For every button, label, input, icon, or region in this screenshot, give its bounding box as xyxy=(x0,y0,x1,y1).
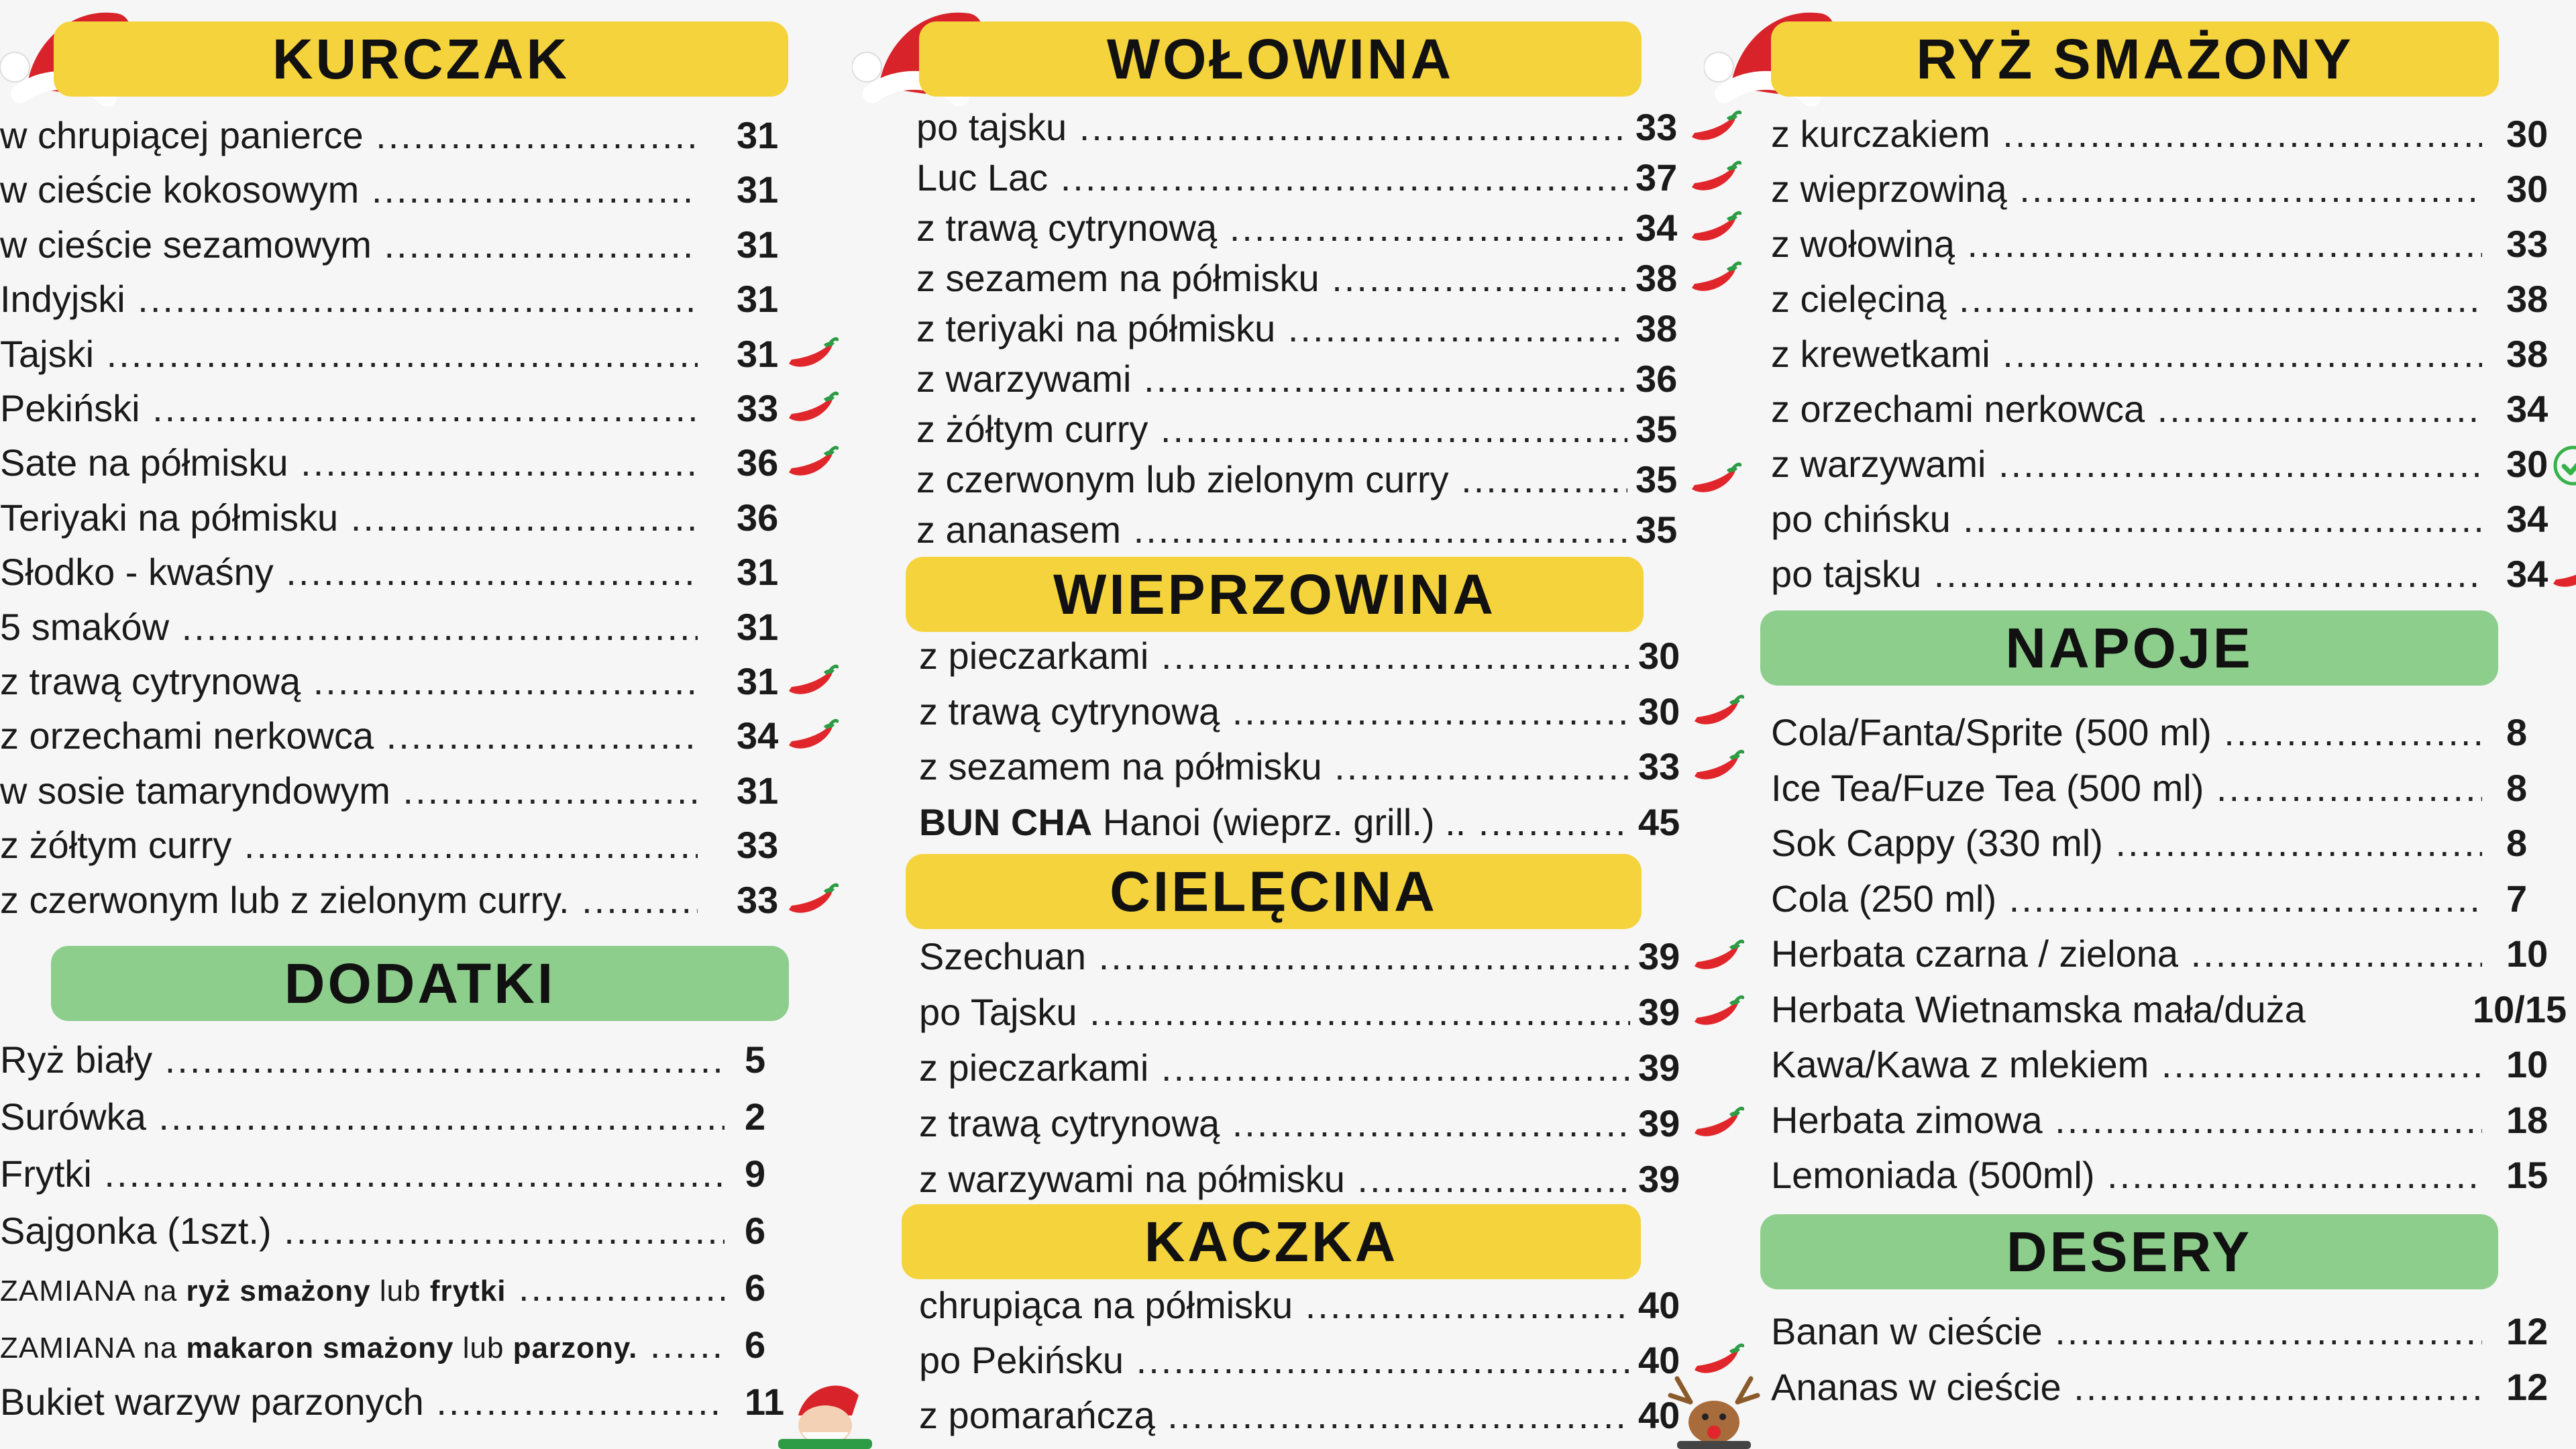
menu-item-price: 8 xyxy=(2506,766,2528,809)
menu-item-name xyxy=(0,1318,724,1372)
menu-item-name xyxy=(916,453,1627,506)
menu-item-label: z sezamem na półmisku xyxy=(919,745,1322,788)
menu-item-price: 31 xyxy=(737,605,779,648)
menu-item xyxy=(1771,1038,2576,1091)
menu-item-name xyxy=(0,382,698,435)
menu-item xyxy=(916,302,1701,356)
menu-item-name xyxy=(0,1375,724,1429)
menu-item-label: z trawą cytrynową xyxy=(919,690,1220,733)
menu-item-label: Teriyaki na półmisku xyxy=(0,496,339,539)
menu-item xyxy=(0,491,839,545)
menu-item-label: Tajski xyxy=(0,332,95,375)
menu-item xyxy=(1771,1093,2576,1147)
menu-item xyxy=(1771,706,2576,759)
menu-item-price: 31 xyxy=(737,223,779,266)
menu-item-price: 34 xyxy=(2506,553,2548,595)
menu-item-label: Herbata Wietnamska mała/duża xyxy=(1771,987,2306,1030)
menu-item-label: z kurczakiem xyxy=(1771,113,1990,155)
menu-item-price: 2 xyxy=(745,1095,766,1138)
menu-item-price: 35 xyxy=(1635,408,1678,450)
menu-item-name xyxy=(1771,382,2482,436)
menu-item-name xyxy=(1771,983,2482,1036)
menu-item-price: 34 xyxy=(737,714,779,757)
menu-item-name xyxy=(0,655,698,708)
menu-item xyxy=(1771,492,2576,546)
menu-item-name xyxy=(0,1204,724,1258)
section-header-wolowina: WOŁOWINA xyxy=(919,21,1642,97)
menu-item-name xyxy=(916,252,1627,305)
chili-pepper-icon xyxy=(1688,160,1741,195)
menu-item-name xyxy=(919,1279,1630,1332)
menu-item-name xyxy=(1771,872,2482,926)
menu-item-price: 39 xyxy=(1638,935,1680,977)
menu-item-price: 38 xyxy=(1635,257,1678,299)
menu-item-price: 31 xyxy=(737,551,779,594)
menu-item-name xyxy=(1771,547,2482,601)
menu-item-label: z trawą cytrynową xyxy=(0,660,301,702)
menu-item-price: 34 xyxy=(2506,498,2548,540)
menu-item-name xyxy=(916,151,1627,205)
menu-item-label: Frytki xyxy=(0,1152,92,1195)
menu-item-name xyxy=(0,218,698,272)
menu-item-name xyxy=(919,1334,1630,1387)
menu-item xyxy=(0,1318,839,1372)
section-header-ryz-smazony: RYŻ SMAŻONY xyxy=(1771,21,2499,97)
menu-item-name xyxy=(916,352,1627,406)
menu-item xyxy=(919,1389,1701,1442)
menu-item xyxy=(0,1261,839,1315)
menu-item-label: Szechuan xyxy=(919,935,1087,977)
menu-item-price: 10 xyxy=(2506,1043,2548,1085)
menu-item-label: z pieczarkami xyxy=(919,635,1149,677)
menu-item-name xyxy=(919,930,1630,983)
menu-item-name xyxy=(919,629,1630,683)
menu-item-price: 9 xyxy=(745,1152,766,1195)
menu-item-price: 35 xyxy=(1635,508,1678,551)
menu-item-label: w cieście kokosowym xyxy=(0,168,360,211)
menu-item-price: 45 xyxy=(1638,800,1680,843)
menu-item xyxy=(0,818,839,872)
menu-item-name xyxy=(0,327,698,381)
menu-item-price: 40 xyxy=(1638,1339,1680,1381)
menu-item-name xyxy=(0,709,698,763)
menu-item-name xyxy=(0,109,698,162)
menu-item-name xyxy=(1771,492,2482,546)
menu-item xyxy=(1771,217,2576,271)
menu-item-name xyxy=(919,985,1630,1039)
menu-item-label: Herbata czarna / zielona xyxy=(1771,932,2179,975)
menu-item xyxy=(0,1033,839,1087)
menu-item-label: z pomarańczą xyxy=(919,1394,1155,1436)
menu-item-price: 12 xyxy=(2506,1366,2548,1408)
menu-item-name xyxy=(0,1090,724,1144)
menu-item-label: z krewetkami xyxy=(1771,333,1990,375)
menu-item-label: Cola (250 ml) xyxy=(1771,877,1997,920)
menu-item xyxy=(1771,761,2576,815)
menu-item xyxy=(0,764,839,818)
menu-item-label: z wieprzowiną xyxy=(1771,168,2007,210)
menu-item-name xyxy=(916,201,1627,255)
menu-item xyxy=(0,382,839,435)
menu-item-label: Ice Tea/Fuze Tea (500 ml) xyxy=(1771,766,2204,809)
menu-item-label: z trawą cytrynową xyxy=(919,1102,1220,1144)
menu-item-name xyxy=(0,1033,724,1087)
menu-item-price: 33 xyxy=(1638,745,1680,788)
menu-item-label: z ananasem xyxy=(916,508,1122,551)
menu-item-price: 39 xyxy=(1638,1046,1680,1089)
menu-item-price: 33 xyxy=(1635,106,1678,148)
menu-item xyxy=(1771,927,2576,981)
menu-item-name xyxy=(1771,217,2482,271)
menu-item-price: 39 xyxy=(1638,1158,1680,1200)
menu-item-label: Luc Lac xyxy=(916,156,1049,199)
menu-item-name xyxy=(919,1041,1630,1095)
menu-item-label: w chrupiącej panierce xyxy=(0,114,364,156)
menu-item xyxy=(1771,1360,2576,1414)
menu-item xyxy=(919,985,1701,1039)
menu-item-label: z trawą cytrynową xyxy=(916,207,1218,249)
menu-item-name-part: BUN CHA xyxy=(919,800,1093,843)
menu-item xyxy=(916,352,1701,406)
menu-item xyxy=(916,503,1701,557)
menu-item-price: 33 xyxy=(737,824,779,867)
menu-item-name-part: ZAMIANA na xyxy=(0,1275,186,1307)
menu-item xyxy=(0,1147,839,1201)
chili-pepper-icon xyxy=(1690,939,1744,974)
menu-item-name xyxy=(1771,816,2482,870)
menu-item xyxy=(1771,382,2576,436)
menu-item xyxy=(0,655,839,708)
menu-item xyxy=(916,101,1701,154)
menu-item-price: 31 xyxy=(737,769,779,812)
menu-item xyxy=(0,1375,839,1429)
menu-item xyxy=(0,272,839,326)
menu-item-label: Ananas w cieście xyxy=(1771,1366,2061,1408)
menu-item xyxy=(1771,1305,2576,1358)
menu-item-name xyxy=(1771,1360,2482,1414)
menu-item-price: 6 xyxy=(745,1324,766,1366)
chili-pepper-icon xyxy=(1688,211,1741,246)
menu-item-price: 38 xyxy=(1635,307,1678,350)
menu-item xyxy=(1771,272,2576,326)
menu-item xyxy=(0,873,839,927)
menu-item-price: 36 xyxy=(1635,358,1678,400)
menu-item xyxy=(919,740,1701,794)
menu-item-name xyxy=(0,1147,724,1201)
menu-item-label: z warzywami na półmisku xyxy=(919,1158,1345,1200)
menu-item-name xyxy=(1771,927,2482,981)
menu-item-price: 33 xyxy=(737,387,779,429)
section-header-napoje: NAPOJE xyxy=(1760,610,2498,686)
menu-item-price: 33 xyxy=(2506,223,2548,265)
menu-item xyxy=(1771,1148,2576,1202)
menu-item-name-part: ryż smażony xyxy=(186,1275,371,1307)
menu-item-name xyxy=(0,818,698,872)
menu-item xyxy=(0,109,839,162)
menu-item-label: z żółtym curry xyxy=(916,408,1148,450)
menu-item-name xyxy=(0,436,698,490)
menu-item xyxy=(0,545,839,599)
menu-item-label: 5 smaków xyxy=(0,605,170,648)
menu-item-label: Sajgonka (1szt.) xyxy=(0,1210,272,1252)
chili-pepper-icon xyxy=(1688,462,1741,497)
menu-item-label: z warzywami xyxy=(916,358,1132,400)
menu-item-label: z żółtym curry xyxy=(0,824,232,867)
menu-item xyxy=(919,930,1701,983)
menu-item-price: 6 xyxy=(745,1267,766,1309)
menu-item-label: w cieście sezamowym xyxy=(0,223,372,266)
menu-item-label: Banan w cieście xyxy=(1771,1310,2043,1352)
menu-item-price: 30 xyxy=(1638,690,1680,733)
menu-item-name xyxy=(1771,761,2482,815)
menu-item-price: 8 xyxy=(2506,711,2528,753)
chili-pepper-icon xyxy=(785,718,839,753)
menu-item-price: 34 xyxy=(1635,207,1678,249)
menu-item-name xyxy=(916,101,1627,154)
menu-item-name xyxy=(1771,1093,2482,1147)
menu-item-price: 30 xyxy=(1638,635,1680,677)
menu-item-price: 10/15 xyxy=(2473,987,2567,1030)
menu-item xyxy=(916,252,1701,305)
menu-item-label: z cielęciną xyxy=(1771,278,1947,320)
menu-item-price: 36 xyxy=(737,441,779,484)
menu-item-price: 6 xyxy=(745,1210,766,1252)
menu-item-price: 7 xyxy=(2506,877,2528,920)
menu-item-label: z czerwonym lub zielonym curry xyxy=(916,458,1449,500)
section-header-desery: DESERY xyxy=(1760,1214,2498,1289)
chili-pepper-icon xyxy=(1690,995,1744,1030)
menu-item-price: 31 xyxy=(737,114,779,156)
menu-item-price: 30 xyxy=(2506,168,2548,210)
menu-item-name-part: parzony. xyxy=(513,1332,638,1364)
menu-item-name xyxy=(1771,1038,2482,1091)
menu-item xyxy=(0,1090,839,1144)
menu-item-label: z sezamem na półmisku xyxy=(916,257,1320,299)
menu-item-label: Indyjski xyxy=(0,278,125,321)
menu-item-price: 40 xyxy=(1638,1394,1680,1436)
menu-item-name xyxy=(0,272,698,326)
menu-item-name-part: lub xyxy=(453,1332,513,1364)
menu-item-name xyxy=(1771,706,2482,759)
menu-item-name xyxy=(0,1261,724,1315)
menu-item xyxy=(919,629,1701,683)
menu-item-label: z pieczarkami xyxy=(919,1046,1149,1089)
menu-item-price: 34 xyxy=(2506,388,2548,430)
menu-item-price: 38 xyxy=(2506,278,2548,320)
menu-item-name xyxy=(919,740,1630,794)
menu-item-label: Cola/Fanta/Sprite (500 ml) xyxy=(1771,711,2212,753)
menu-item-price: 11 xyxy=(745,1381,785,1423)
menu-item-name-part: frytki xyxy=(429,1275,506,1307)
menu-item-name-part: ZAMIANA na xyxy=(0,1332,186,1364)
menu-item xyxy=(1771,437,2576,491)
menu-item-price: 31 xyxy=(737,168,779,211)
menu-item-name xyxy=(916,503,1627,557)
menu-item-price: 15 xyxy=(2506,1154,2548,1196)
menu-item xyxy=(1771,162,2576,216)
chili-pepper-icon xyxy=(1688,261,1741,296)
menu-item-label: w sosie tamaryndowym xyxy=(0,769,390,812)
chili-pepper-icon xyxy=(2549,557,2576,592)
menu-item-name-part: Hanoi (wieprz. grill.) .. xyxy=(1092,800,1466,843)
menu-item-price: 31 xyxy=(737,332,779,375)
menu-item-price: 12 xyxy=(2506,1310,2548,1352)
menu-item-name xyxy=(0,491,698,545)
menu-item-price: 18 xyxy=(2506,1098,2548,1141)
menu-item xyxy=(919,1279,1701,1332)
menu-item-name xyxy=(919,1152,1630,1206)
menu-item-price: 33 xyxy=(737,878,779,921)
menu-item-price: 35 xyxy=(1635,458,1678,500)
menu-item-label: Lemoniada (500ml) xyxy=(1771,1154,2095,1196)
menu-item xyxy=(919,1152,1701,1206)
menu-item xyxy=(919,1041,1701,1095)
menu-item-label: Sate na półmisku xyxy=(0,441,288,484)
menu-item-label: chrupiąca na półmisku xyxy=(919,1284,1293,1326)
menu-item-name xyxy=(1771,437,2482,491)
menu-item xyxy=(1771,983,2576,1036)
menu-item-name xyxy=(919,796,1630,849)
menu-item-label: po tajsku xyxy=(916,106,1067,148)
chili-pepper-icon xyxy=(785,445,839,480)
menu-item-price: 37 xyxy=(1635,156,1678,199)
menu-item xyxy=(1771,816,2576,870)
menu-item-price: 30 xyxy=(2506,113,2548,155)
menu-item xyxy=(919,1097,1701,1150)
menu-item-name xyxy=(0,600,698,654)
section-header-kurczak: KURCZAK xyxy=(54,21,788,97)
menu-item-label: z orzechami nerkowca xyxy=(1771,388,2145,430)
menu-item-price: 8 xyxy=(2506,822,2528,864)
vegetarian-check-icon xyxy=(2552,444,2576,487)
santa-icon xyxy=(771,1375,879,1449)
menu-item-name xyxy=(919,685,1630,739)
chili-pepper-icon xyxy=(1688,110,1741,145)
menu-item-label: z teriyaki na półmisku xyxy=(916,307,1276,350)
menu-item-price: 39 xyxy=(1638,991,1680,1033)
menu-item-price: 10 xyxy=(2506,932,2548,975)
menu-item-name xyxy=(919,1389,1630,1442)
menu-item-price: 30 xyxy=(2506,443,2548,485)
menu-item-label: z orzechami nerkowca xyxy=(0,714,374,757)
menu-item-name xyxy=(0,545,698,599)
chili-pepper-icon xyxy=(1690,1106,1744,1141)
menu-item xyxy=(0,436,839,490)
menu-item-price: 36 xyxy=(737,496,779,539)
chili-pepper-icon xyxy=(785,664,839,699)
menu-item-name xyxy=(1771,1305,2482,1358)
menu-item-label: Pekiński xyxy=(0,387,140,429)
menu-item-label: po chińsku xyxy=(1771,498,1951,540)
menu-item-label: Surówka xyxy=(0,1095,146,1138)
menu-item-name xyxy=(1771,327,2482,381)
menu-item-label: Sok Cappy (330 ml) xyxy=(1771,822,2103,864)
menu-item-label: Ryż biały xyxy=(0,1038,153,1081)
menu-item-price: 31 xyxy=(737,660,779,702)
menu-item xyxy=(0,218,839,272)
menu-item-label: z warzywami xyxy=(1771,443,1986,485)
menu-item xyxy=(1771,547,2576,601)
section-header-dodatki: DODATKI xyxy=(51,946,789,1021)
menu-item-name xyxy=(0,163,698,217)
menu-item xyxy=(916,402,1701,456)
menu-item xyxy=(0,1204,839,1258)
menu-item-name-part: makaron smażony xyxy=(186,1332,454,1364)
menu-item-name xyxy=(916,402,1627,456)
section-header-cielecina: CIELĘCINA xyxy=(906,854,1642,929)
menu-item xyxy=(0,163,839,217)
reindeer-icon xyxy=(1664,1375,1764,1449)
menu-item-name xyxy=(0,873,698,927)
menu-item-price: 39 xyxy=(1638,1102,1680,1144)
menu-item-label: Herbata zimowa xyxy=(1771,1098,2043,1141)
chili-pepper-icon xyxy=(785,337,839,372)
section-header-kaczka: KACZKA xyxy=(902,1204,1641,1279)
menu-item-price: 5 xyxy=(745,1038,766,1081)
menu-item-name-part: lub xyxy=(370,1275,430,1307)
menu-item xyxy=(919,685,1701,739)
menu-item xyxy=(0,327,839,381)
menu-item-name xyxy=(1771,1148,2482,1202)
menu-item xyxy=(0,709,839,763)
menu-item-label: Słodko - kwaśny xyxy=(0,551,274,594)
menu-item-name xyxy=(1771,162,2482,216)
menu-item-name xyxy=(1771,272,2482,326)
menu-item-label: Kawa/Kawa z mlekiem xyxy=(1771,1043,2149,1085)
chili-pepper-icon xyxy=(785,391,839,426)
menu-item xyxy=(1771,327,2576,381)
menu-item-label: z wołowiną xyxy=(1771,223,1955,265)
section-header-wieprzowina: WIEPRZOWINA xyxy=(906,557,1644,632)
menu-item-price: 38 xyxy=(2506,333,2548,375)
menu-item xyxy=(916,151,1701,205)
menu-item-price: 40 xyxy=(1638,1284,1680,1326)
menu-item xyxy=(919,796,1701,849)
chili-pepper-icon xyxy=(1690,694,1744,729)
menu-item-name xyxy=(916,302,1627,356)
chili-pepper-icon xyxy=(1690,1343,1744,1378)
menu-item-label: po Tajsku xyxy=(919,991,1077,1033)
menu-item xyxy=(1771,872,2576,926)
chili-pepper-icon xyxy=(785,883,839,918)
menu-item-label: po tajsku xyxy=(1771,553,1922,595)
menu-item xyxy=(919,1334,1701,1387)
menu-item-label: z czerwonym lub z zielonym curry. xyxy=(0,878,570,921)
chili-pepper-icon xyxy=(1690,749,1744,784)
menu-item-name xyxy=(1771,107,2482,161)
menu-item xyxy=(0,600,839,654)
menu-item xyxy=(1771,107,2576,161)
menu-item xyxy=(916,453,1701,506)
menu-item-price: 31 xyxy=(737,278,779,321)
menu-item-label: po Pekińsku xyxy=(919,1339,1124,1381)
menu-item-name xyxy=(919,1097,1630,1150)
menu-item-name xyxy=(0,764,698,818)
menu-item xyxy=(916,201,1701,255)
menu-item-label: Bukiet warzyw parzonych xyxy=(0,1381,424,1423)
